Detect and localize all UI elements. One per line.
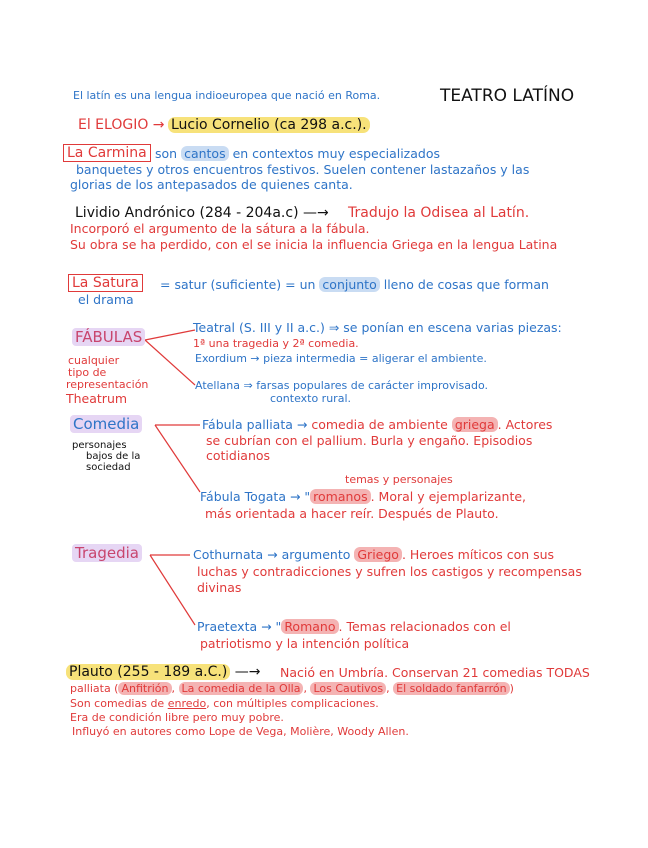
- togata-note: temas y personajes: [345, 473, 453, 486]
- plauto-work-3: Los Cautivos: [310, 682, 386, 695]
- intro-text: El latín es una lengua indioeuropea que nació en Roma.: [73, 89, 381, 102]
- carmina-line-2: banquetes y otros encuentros festivos. Suelen contener lastazaños y las: [76, 162, 530, 177]
- carmina-term: La Carmina: [63, 145, 151, 161]
- cothurnata-line-2: luchas y contradicciones y sufren los castigos y recompensas: [197, 564, 582, 579]
- plauto-result: Nació en Umbría. Conservan 21 comedias TODAS: [280, 665, 590, 680]
- praetexta-line-2: patriotismo y la intención política: [200, 636, 410, 651]
- comedia-note-3: sociedad: [86, 462, 131, 473]
- livio-result: Tradujo la Odisea al Latín.: [348, 205, 530, 221]
- plauto-work-4: El soldado fanfarrón: [393, 682, 509, 695]
- plauto-line-4: Era de condición libre pero muy pobre.: [70, 711, 284, 724]
- carmina-line-1: son cantos en contextos muy especializados: [155, 146, 440, 161]
- palliata-line-2: se cubrían con el pallium. Burla y engaño. Episodios: [206, 433, 533, 448]
- plauto-work-1: Anfitrión: [118, 682, 171, 695]
- plauto-name: Plauto (255 - 189 a.C.) —→: [66, 664, 261, 680]
- carmina-line-3: glorias de los antepasados de quienes canta.: [70, 177, 353, 192]
- satura-term: La Satura: [68, 275, 143, 291]
- elogio-label: El ELOGIO →: [78, 117, 165, 133]
- fabulas-note-4: Theatrum: [66, 391, 128, 406]
- livio-name: Lividio Andrónico (284 - 204a.c) —→: [75, 205, 329, 221]
- comedia-note-1: personajes: [72, 440, 127, 451]
- exordium-line: Exordium → pieza intermedia = aligerar el ambiente.: [195, 352, 487, 365]
- plauto-line-3: Son comedias de enredo, con múltiples complicaciones.: [70, 697, 379, 710]
- plauto-works-line: palliata ( Anfitrión , La comedia de la Olla , Los Cautivos , El soldado fanfarrón ): [70, 682, 514, 695]
- palliata-line-3: cotidianos: [206, 448, 271, 463]
- plauto-work-2: La comedia de la Olla: [179, 682, 304, 695]
- praetexta-line-1: Praetexta → " Romano . Temas relacionados con el: [197, 619, 511, 634]
- teatral-line-2: 1ª una tragedia y 2ª comedia.: [193, 337, 359, 350]
- fabulas-note-2: tipo de: [68, 366, 107, 379]
- comedia-note-2: bajos de la: [86, 451, 141, 462]
- livio-line-2: Incorporó el argumento de la sátura a la fábula.: [70, 221, 370, 236]
- fabulas-heading: FÁBULAS: [72, 329, 145, 346]
- satura-line-2: el drama: [78, 292, 134, 307]
- atellana-line-2: contexto rural.: [270, 392, 351, 405]
- elogio-person: Lucio Cornelio (ca 298 a.c.).: [168, 117, 370, 133]
- cothurnata-line-3: divinas: [197, 580, 242, 595]
- togata-line-1: Fábula Togata → " romanos . Moral y ejemplarizante,: [200, 489, 527, 504]
- togata-line-2: más orientada a hacer reír. Después de Plauto.: [205, 506, 499, 521]
- palliata-line-1: Fábula palliata → comedia de ambiente griega . Actores: [202, 417, 553, 432]
- page-title: TEATRO LATÍNO: [440, 86, 575, 106]
- comedia-heading: Comedia: [70, 416, 142, 433]
- fabulas-note-1: cualquier: [68, 354, 120, 367]
- teatral-line-1: Teatral (S. III y II a.c.) ⇒ se ponían en escena varias piezas:: [193, 320, 562, 335]
- plauto-line-5: Influyó en autores como Lope de Vega, Molière, Woody Allen.: [72, 725, 409, 738]
- fabulas-note-3: representación: [66, 378, 149, 391]
- cothurnata-line-1: Cothurnata → argumento Griego . Heroes míticos con sus: [193, 547, 555, 562]
- tragedia-heading: Tragedia: [72, 545, 142, 562]
- satura-line-1: = satur (suficiente) = un conjunto lleno de cosas que forman: [160, 277, 549, 292]
- atellana-line-1: Atellana ⇒ farsas populares de carácter improvisado.: [195, 379, 489, 392]
- livio-line-3: Su obra se ha perdido, con el se inicia la influencia Griega en la lengua Latina: [70, 237, 558, 252]
